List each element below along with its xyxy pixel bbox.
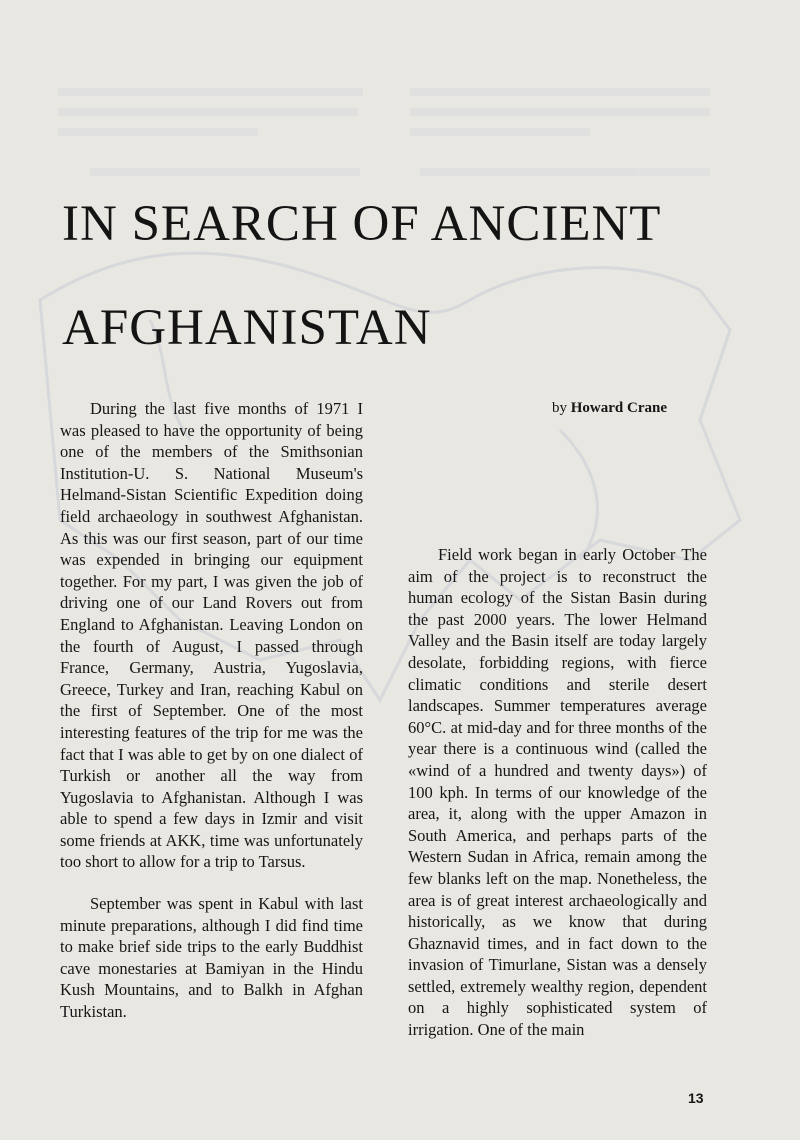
article-title xyxy=(62,172,742,380)
paragraph: During the last five months of 1971 I was pleased to have the opportunity of being one of the members of the Smithsonian Institution-U. S. National Museum's Helmand-Sistan Scientific Expedition doing field archaeology in southwest Afghanistan. As this was our first season, part of our time was expended in bringing our equipment together. For my part, I was given the job of driving one of our Land Rovers out from England to Afghanistan. Leaving London on the fourth of August, I passed through France, Germany, Austria, Yugoslavia, Greece, Turkey and Iran, reaching Kabul on the first of September. One of the most interesting features of the trip for me was the fact that I was able to get by on one dialect of Turkish or another all the way from Yugoslavia to Afghanistan. Although I was able to spend a few days in Izmir and visit some friends at AKK, time was unfortunately too short to allow for a trip to Tarsus. xyxy=(60,399,363,872)
right-column xyxy=(408,544,707,1041)
left-column xyxy=(60,398,363,1023)
paragraph: September was spent in Kabul with last minute preparations, although I did find time to make brief side trips to the early Buddhist cave monestaries at Bamiyan in the Hindu Kush Mountains, and to Balkh in Afghan Turkistan. xyxy=(60,894,363,1022)
title-line-1: IN SEARCH OF ANCIENT xyxy=(62,196,662,252)
byline xyxy=(552,400,667,417)
author-name: Howard Crane xyxy=(570,400,667,416)
page-number: 13 xyxy=(688,1090,704,1106)
title-line-2: AFGHANISTAN xyxy=(62,300,432,356)
byline-prefix: by xyxy=(552,400,567,416)
paragraph: Field work began in early October The aim of the project is to reconstruct the human ecology of the Sistan Basin during the past 2000 years. The lower Helmand Valley and the Basin itself are today largely desolate, forbidding regions, with fierce climatic conditions and sterile desert landscapes. Summer temperatures average 60°C. at mid-day and for three months of the year there is a continuous wind (called the «wind of a hundred and twenty days») of 100 kph. In terms of our knowledge of the area, it, along with the upper Amazon in South America, and perhaps parts of the Western Sudan in Africa, remain among the few blanks left on the map. Nonetheless, the area is of great interest archaeologically and historically, as we know that during Ghaznavid times, and in fact down to the invasion of Timurlane, Sistan was a densely settled, extremely wealthy region, dependent on a highly sophisticated system of irrigation. One of the main xyxy=(408,545,707,1040)
